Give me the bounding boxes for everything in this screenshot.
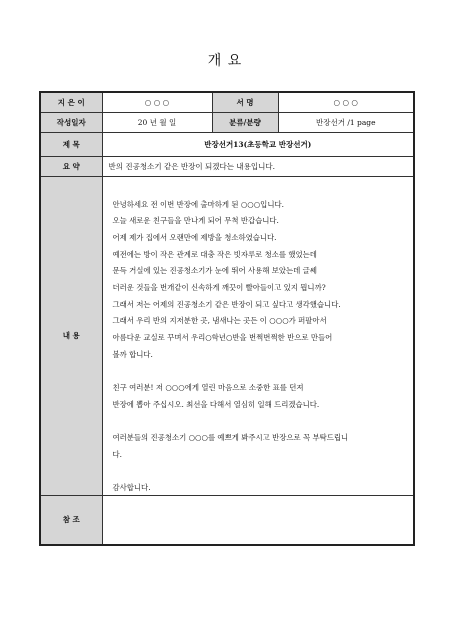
summary-form [39,91,415,546]
reference-label: 참 조 [40,495,102,545]
content-line: 반장에 뽑아 주십시오. 최선을 다해서 열심히 일해 드리겠습니다. [112,399,320,409]
paragraph-gap [113,364,406,381]
content-line: 아름다운 교실로 꾸며서 우리○학년○반을 번쩍번쩍한 반으로 만들어 [112,333,333,343]
content-line: 다. [112,450,122,460]
content-label: 내 용 [40,176,102,495]
subject-value: 반장선거13(초등학교 반장선거) [102,132,414,156]
content-text [103,177,414,495]
date-value: 20 년 월 일 [102,112,212,132]
content-line: 더러운 것들을 번개같이 신속하게 깨끗이 빨아들이고 있지 뭡니까? [112,283,326,293]
summary-value: 반의 진공청소기 같은 반장이 되겠다는 내용입니다. [102,156,414,176]
summary-row [40,156,414,176]
name-value: ○ ○ ○ [278,92,414,112]
name-label: 서 명 [212,92,278,112]
subject-label: 제 목 [40,132,102,156]
category-value: 반장선거 /1 page [278,112,414,132]
reference-value [102,495,414,545]
content-line: 친구 여러분! 저 ○○○에게 열린 마음으로 소중한 표를 던져 [112,383,304,393]
content-line: 여러분들의 진공청소기 ○○○를 예쁘게 봐주시고 반장으로 꼭 부탁드립니 [112,433,349,443]
content-line: 안녕하세요 전 이번 반장에 출마하게 된 ○○○입니다. [112,199,284,209]
date-row [40,112,414,132]
content-line: 그래서 저는 어제의 진공청소기 같은 반장이 되고 싶다고 생각했습니다. [112,299,341,309]
author-value: ○ ○ ○ [102,92,212,112]
content-row [40,176,414,495]
author-label: 지 은 이 [40,92,102,112]
page-title: 개 요 [207,53,243,69]
content-line: 볼까 합니다. [112,349,153,359]
category-label: 분류/분량 [212,112,278,132]
paragraph-gap [113,464,406,481]
content-line: 감사합니다. [112,483,151,493]
content-line: 그래서 우리 반의 지저분한 곳, 냄새나는 곳든 이 ○○○가 퍼팔아서 [112,316,327,326]
content-line: 어제 제가 집에서 오랜만에 제방을 청소하였습니다. [112,232,277,242]
subject-row [40,132,414,156]
summary-label: 요 약 [40,156,102,176]
content-cell [102,176,414,495]
paragraph-gap [113,414,406,431]
content-line: 문득 거실에 있는 진공청소기가 눈에 뛰어 사용해 보았는데 글쎄 [112,266,317,276]
content-line: 오늘 새로운 친구들을 만나게 되어 무척 반갑습니다. [112,216,279,226]
date-label: 작성일자 [40,112,102,132]
reference-row [40,495,414,545]
content-line: 예전에는 방이 작은 관계로 대충 작은 빗자루로 청소를 했었는데 [112,249,317,259]
author-row [40,92,414,112]
